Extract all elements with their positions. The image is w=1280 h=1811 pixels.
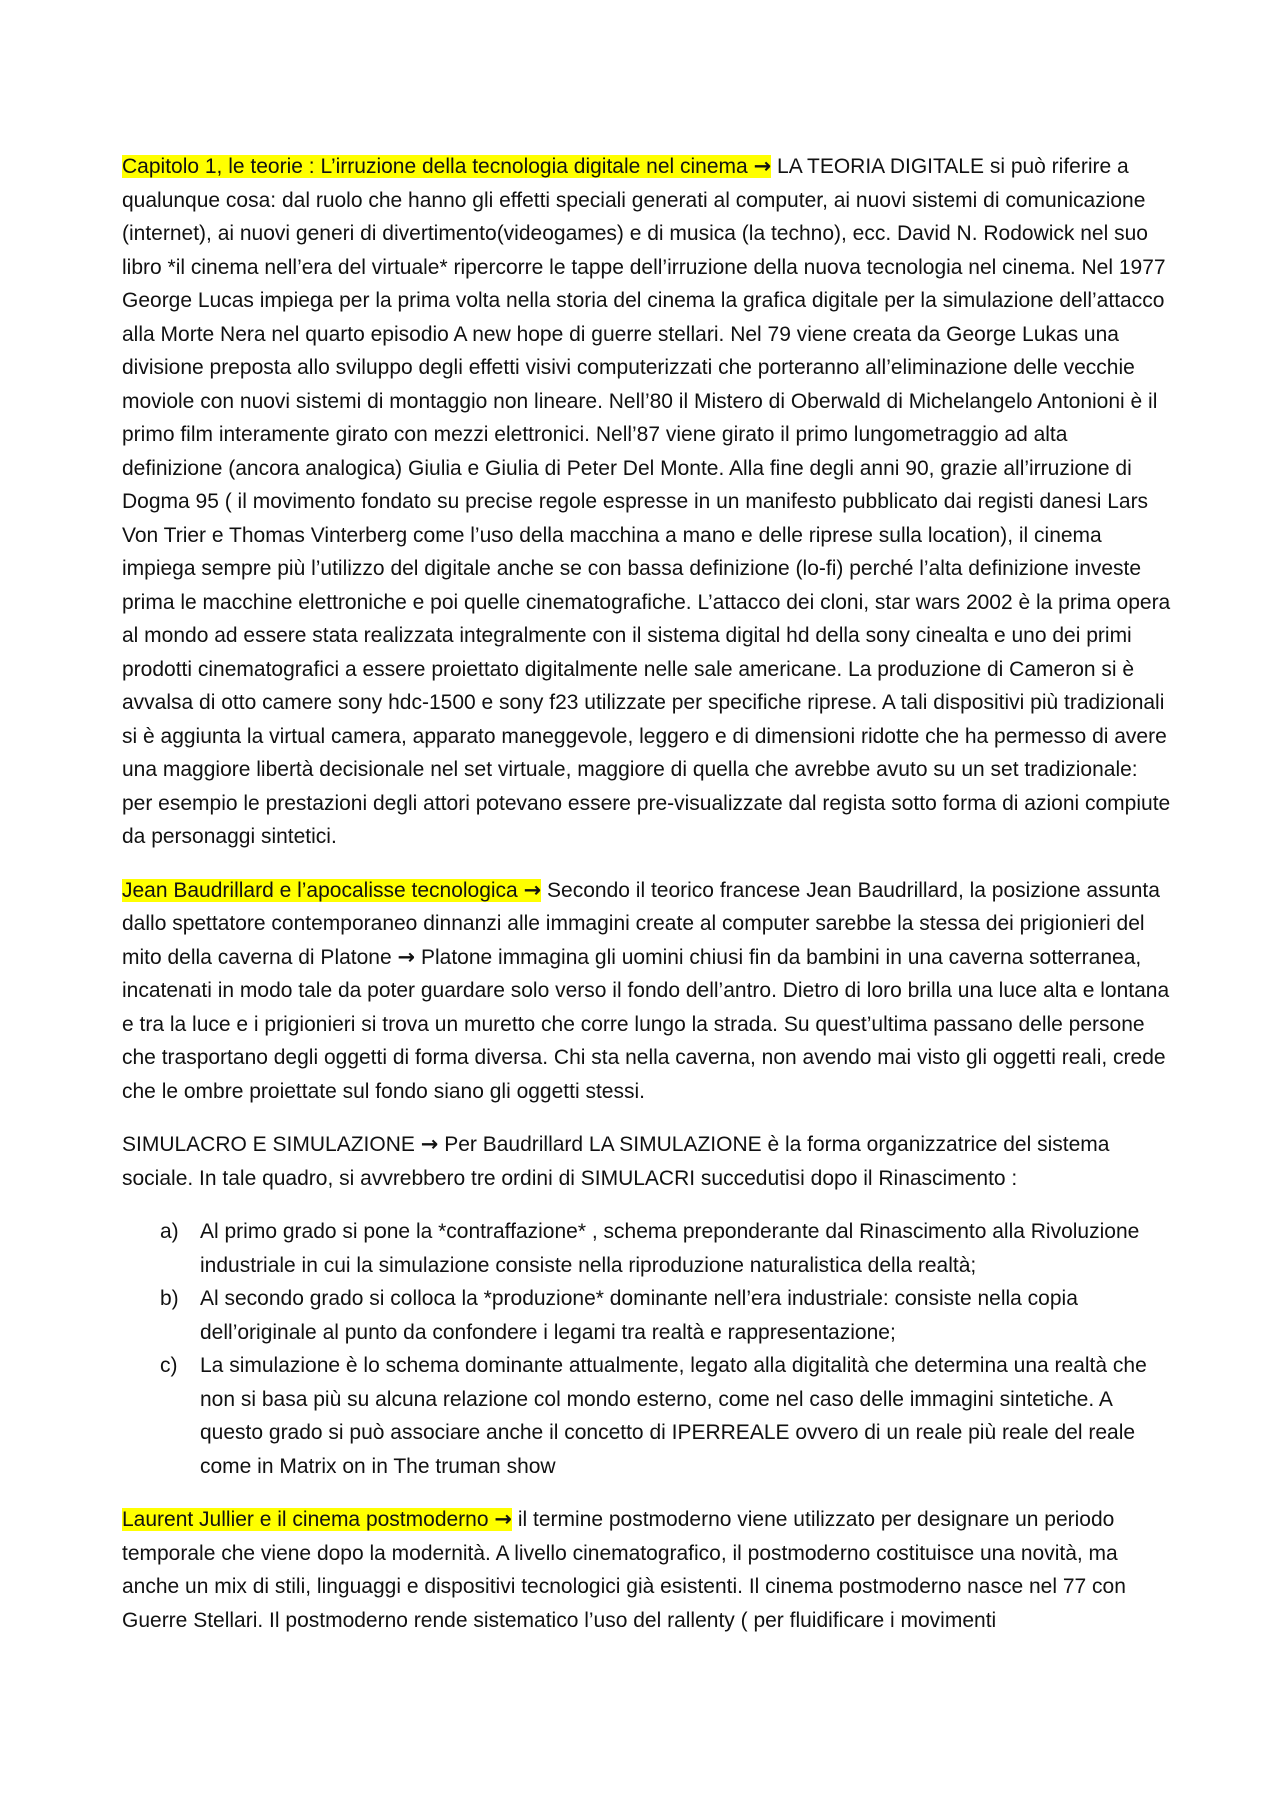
section-baudrillard (122, 874, 1172, 1109)
paragraph-digital-theory: LA TEORIA DIGITALE si può riferire a qualunque cosa: dal ruolo che hanno gli effetti speciali generati al computer, ai nuovi sistemi di comunicazione (internet), ai nuovi generi di divertimento(videogames) e di musica (la techno), ecc. David N. Rodowick nel suo libro *il cinema nell’era del virtuale* ripercorre le tappe dell’irruzione della nuova tecnologia nel cinema. Nel 1977 George Lucas impiega per la prima volta nella storia del cinema la grafica digitale per la simulazione dell’attacco alla Morte Nera nel quarto episodio A new hope di guerre stellari. Nel 79 viene creata da George Lukas una divisione preposta allo sviluppo degli effetti visivi computerizzati che porteranno all’eliminazione delle vecchie moviole con nuovi sistemi di montaggio non lineare. Nell’80 il Mistero di Oberwald di Michelangelo Antonioni è il primo film interamente girato con mezzi elettronici. Nell’87 viene girato il primo lungometraggio ad alta definizione (ancora analogica) Giulia e Giulia di Peter Del Monte. Alla fine degli anni 90, grazie all’irruzione di Dogma 95 ( il movimento fondato su precise regole espresse in un manifesto pubblicato dai registi danesi Lars Von Trier e Thomas Vinterberg come l’uso della macchina a mano e delle riprese sulla location), il cinema impiega sempre più l’utilizzo del digitale anche se con bassa definizione (lo-fi) perché l’alta definizione investe prima le macchine elettroniche e poi quelle cinematografiche. L’attacco dei cloni, star wars 2002 è la prima opera al mondo ad essere stata realizzata integralmente con il sistema digital hd della sony cinealta e uno dei primi prodotti cinematografici a essere proiettato digitalmente nelle sale americane. La produzione di Cameron si è avvalsa di otto camere sony hdc-1500 e sony f23 utilizzate per specifiche riprese. A tali dispositivi più tradizionali si è aggiunta la virtual camera, apparato maneggevole, leggero e di dimensioni ridotte che ha permesso di avere una maggiore libertà decisionale nel set virtuale, maggiore di quella che avrebbe avuto su un set tradizionale: per esempio le prestazioni degli attori potevano essere pre-visualizzate dal regista sotto forma di azioni compiute da personaggi sintetici. (122, 155, 1171, 848)
heading-chapter-1: Capitolo 1, le teorie : L’irruzione della tecnologia digitale nel cinema → (122, 154, 772, 178)
paragraph-simulacra: Per Baudrillard LA SIMULAZIONE è la forma organizzatrice del sistema sociale. In tale quadro, si avvrebbero tre ordini di SIMULACRI succedutisi dopo il Rinascimento : (122, 1133, 1110, 1190)
simulacra-list (122, 1215, 1172, 1483)
list-item (160, 1215, 1172, 1282)
list-item-text: Al primo grado si pone la *contraffazione* , schema preponderante dal Rinascimento alla Rivoluzione industriale in cui la simulazione consiste nella riproduzione naturalistica della realtà; (200, 1220, 1140, 1277)
arrow-icon: → (397, 944, 416, 969)
document-page (122, 150, 1172, 1657)
arrow-icon: → (420, 1132, 439, 1156)
section-jullier (122, 1503, 1172, 1637)
paragraph-plato-cave: Platone immagina gli uomini chiusi fin da bambini in una caverna sotterranea, incatenati in modo tale da poter guardare solo verso il fondo dell’antro. Dietro di loro brilla una luce alta e lontana e tra la luce e i prigionieri si trova un muretto che corre lungo la strada. Su quest’ultima passano delle persone che trasportano degli oggetti di forma diversa. Chi sta nella caverna, non avendo mai visto gli oggetti reali, crede che le ombre proiettate sul fondo siano gli oggetti stessi. (122, 945, 1170, 1103)
section-digital-theory (122, 150, 1172, 854)
list-marker: a) (160, 1220, 179, 1243)
arrow-icon: → (494, 1507, 512, 1531)
list-marker: b) (160, 1287, 179, 1310)
list-marker: c) (160, 1354, 178, 1377)
list-item (160, 1349, 1172, 1483)
list-item (160, 1282, 1172, 1349)
list-item-text: La simulazione è lo schema dominante attualmente, legato alla digitalità che determina una realtà che non si basa più su alcuna relazione col mondo esterno, come nel caso delle immagini sintetiche. A questo grado si può associare anche il concetto di IPERREALE ovvero di un reale più reale del reale come in Matrix on in The truman show (200, 1354, 1147, 1478)
section-simulacra (122, 1128, 1172, 1195)
list-item-text: Al secondo grado si colloca la *produzione* dominante nell’era industriale: consiste nella copia dell’originale al punto da confondere i legami tra realtà e rappresentazione; (200, 1287, 1078, 1344)
heading-simulacra: SIMULACRO E SIMULAZIONE (122, 1133, 415, 1156)
paragraph-baudrillard-intro: Secondo il teorico francese Jean Baudrillard, la posizione assunta dallo spettatore contemporaneo dinnanzi alle immagini create al computer sarebbe la stessa dei prigionieri del mito della caverna di Platone (122, 878, 1160, 969)
heading-jullier: Laurent Jullier e il cinema postmoderno → (122, 1507, 512, 1531)
arrow-icon: → (753, 154, 772, 178)
arrow-icon: → (523, 877, 542, 902)
paragraph-postmodern: il termine postmoderno viene utilizzato per designare un periodo temporale che viene dopo la modernità. A livello cinematografico, il postmoderno costituisce una novità, ma anche un mix di stili, linguaggi e dispositivi tecnologici già esistenti. Il cinema postmoderno nasce nel 77 con Guerre Stellari. Il postmoderno rende sistematico l’uso del rallenty ( per fluidificare i movimenti (122, 1508, 1126, 1632)
heading-baudrillard: Jean Baudrillard e l’apocalisse tecnologica → (122, 877, 542, 902)
